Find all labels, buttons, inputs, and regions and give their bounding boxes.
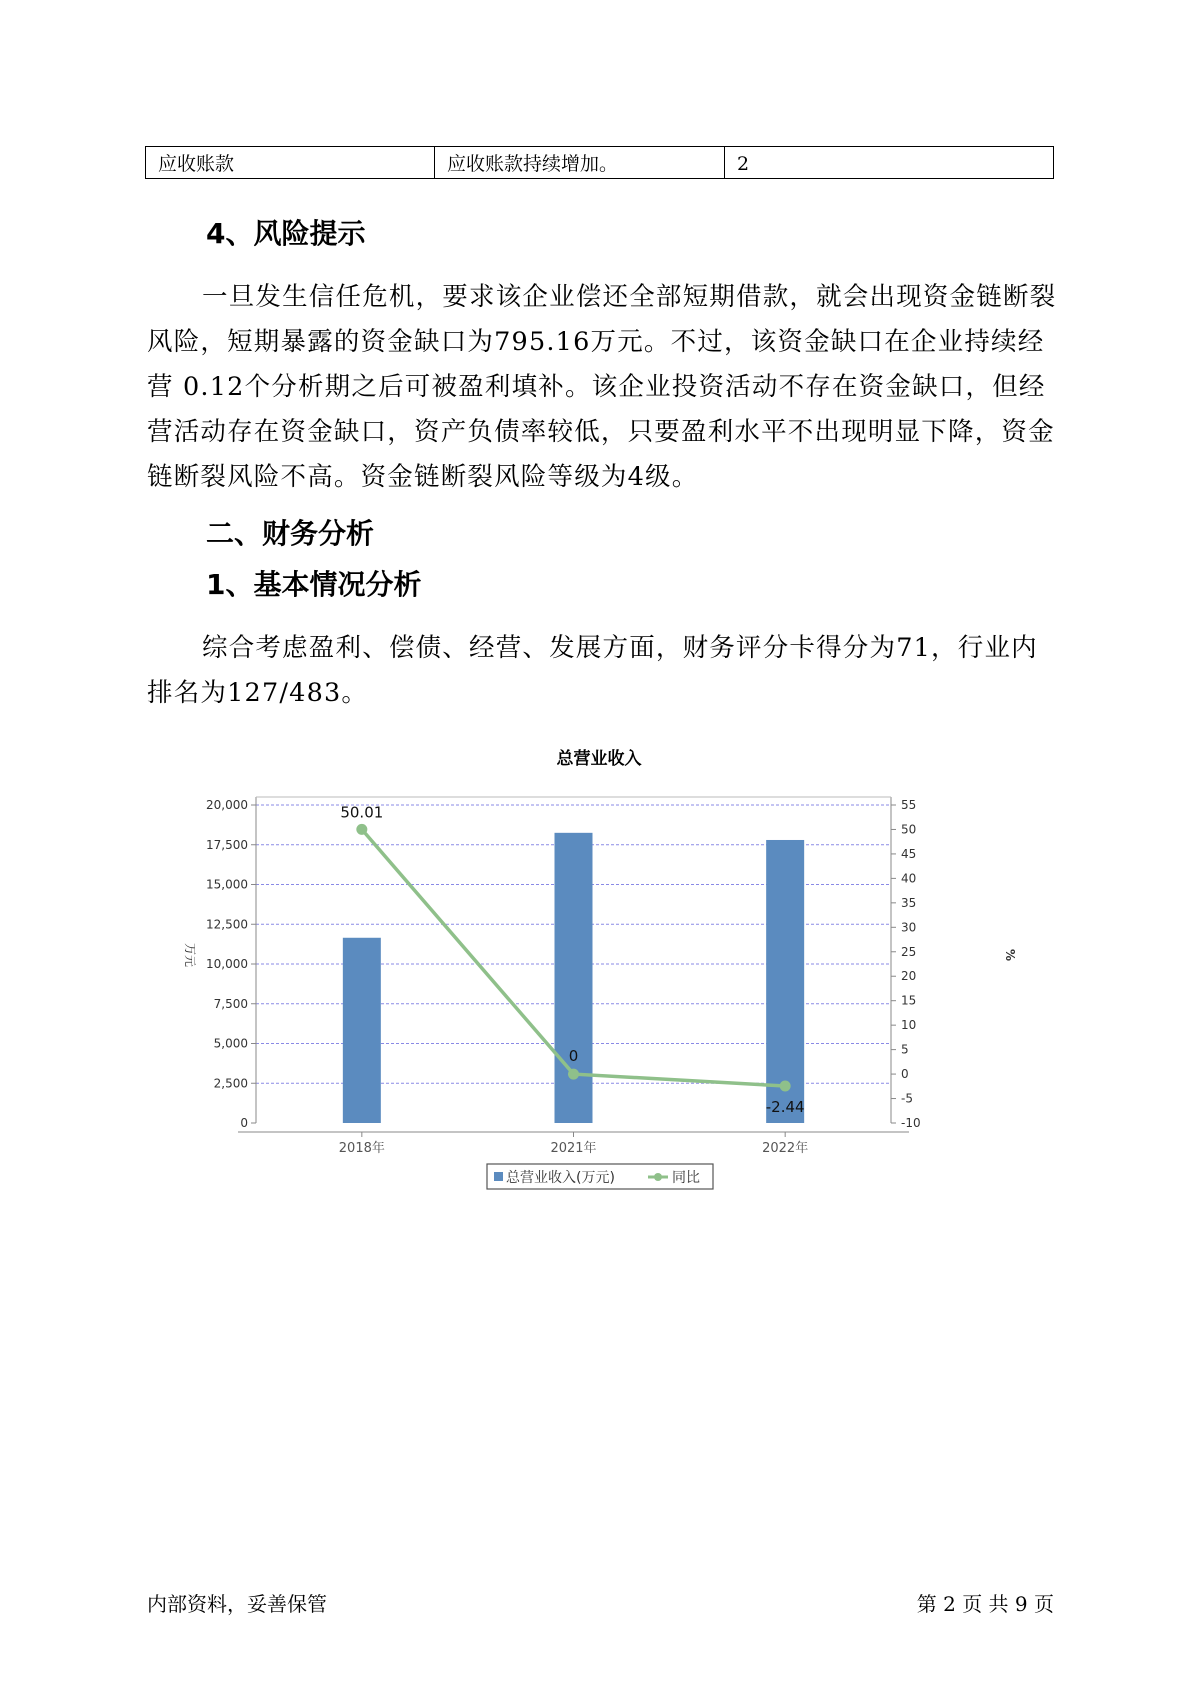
y-tick-label-left: 5,000 [213,1036,248,1051]
yoy-data-label: 50.01 [340,803,384,822]
y-tick-label-right: 35 [901,895,917,910]
legend-line-label: 同比 [672,1170,700,1186]
y-tick-label-left: 17,500 [206,837,248,852]
y-tick-label-right: 30 [901,920,917,935]
y-tick-label-right: 15 [901,993,917,1008]
y-tick-label-left: 2,500 [213,1076,248,1091]
yoy-point [356,824,367,835]
y-tick-label-left: 12,500 [206,917,248,932]
y-tick-label-right: 40 [901,871,917,886]
legend-bar-swatch [494,1172,503,1181]
table-cell-description: 应收账款持续增加。 [435,147,725,178]
finance-heading: 二、财务分析 [206,517,375,550]
risk-paragraph: 一旦发生信任危机，要求该企业偿还全部短期借款，就会出现资金链断裂风险，短期暴露的资金缺口为795.16万元。不过，该资金缺口在企业持续经营 0.12个分析期之后可被盈利填补。该企业投资活动不存在资金缺口，但经营活动存在资金缺口，资产负债率较低，只要盈利水平不出现明显下降，资金链断裂风险不高。资金链断裂风险等级为4级。 [147,282,1057,492]
y-tick-label-left: 7,500 [213,996,248,1011]
indicator-table-row [145,146,1054,179]
bar-2018年 [343,938,381,1123]
y-tick-label-right: 0 [901,1067,909,1082]
yoy-data-label: 0 [568,1047,579,1066]
y-tick-label-right: 25 [901,944,917,959]
y-axis-right-label: % [1003,948,1017,962]
y-tick-label-right: 10 [901,1018,917,1033]
risk-heading: 4、风险提示 [206,217,366,250]
table-cell-score: 2 [737,153,750,175]
x-tick-label: 2022年 [762,1141,809,1156]
legend-line-swatch [654,1173,662,1181]
revenue-chart [170,740,1050,1200]
basic-analysis-paragraph: 综合考虑盈利、偿债、经营、发展方面，财务评分卡得分为71，行业内排名为127/483。 [147,633,1038,708]
footer-page-number: 第 2 页 共 9 页 [916,1592,1054,1616]
y-tick-label-right: 50 [901,822,917,837]
y-axis-left-label: 万元 [183,942,197,968]
y-tick-label-left: 10,000 [206,957,248,971]
x-tick-label: 2018年 [338,1141,385,1156]
legend [487,1164,713,1189]
y-tick-label-right: 20 [901,969,917,984]
table-cell-indicator: 应收账款 [146,147,435,178]
y-tick-label-right: -10 [901,1116,921,1130]
x-tick-label: 2021年 [550,1141,597,1156]
legend-bar-label: 总营业收入(万元) [506,1170,615,1186]
basic-analysis-heading: 1、基本情况分析 [206,568,422,601]
yoy-point [780,1081,791,1092]
footer-confidential: 内部资料，妥善保管 [147,1592,327,1616]
y-tick-label-right: 55 [901,798,917,812]
y-tick-label-left: 15,000 [206,877,248,892]
y-tick-label-left: 20,000 [206,798,248,812]
y-tick-label-right: -5 [901,1091,913,1106]
chart-title: 总营业收入 [556,749,642,769]
y-tick-label-right: 45 [901,846,917,861]
y-tick-label-left: 0 [240,1116,248,1130]
yoy-data-label: -2.44 [765,1098,805,1117]
yoy-point [568,1069,579,1080]
y-tick-label-right: 5 [901,1042,909,1057]
